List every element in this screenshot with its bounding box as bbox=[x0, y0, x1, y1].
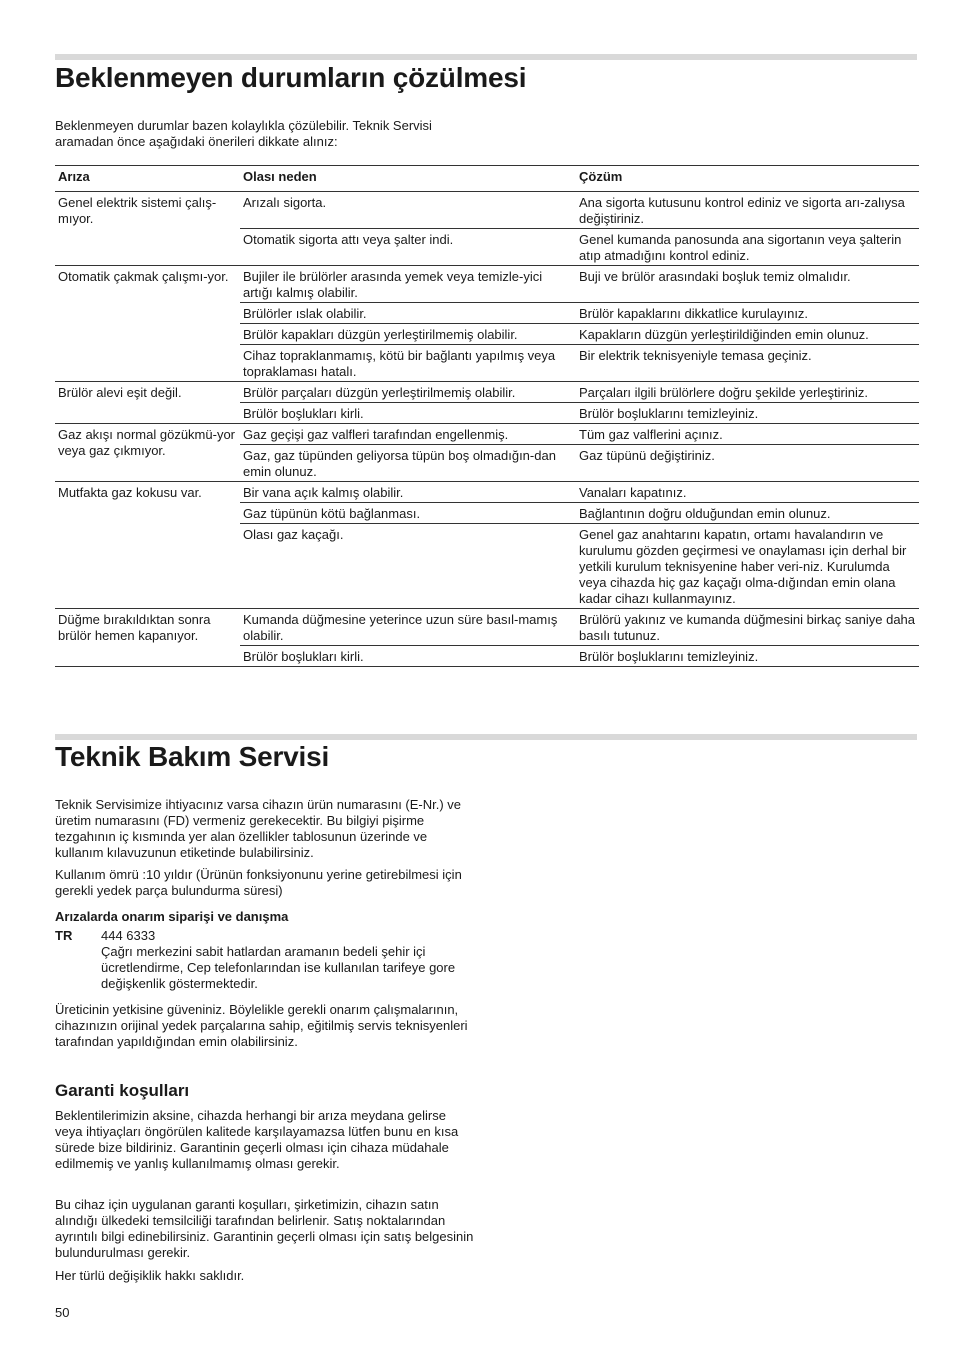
solution-cell: Bağlantının doğru olduğundan emin olunuz. bbox=[576, 503, 919, 524]
table-body bbox=[55, 192, 919, 667]
warranty-para-2: Bu cihaz için uygulanan garanti koşulları, şirketimizin, cihazın satın alındığı ülkedeki temsilciliği tarafından belirlenir. Satış noktalarından ayrıntılı bilgi edinebilirsiniz. Garantinin geçerli olması için satış belgesinin bulundurulması gerekir. bbox=[55, 1197, 474, 1260]
cause-cell: Bir vana açık kalmış olabilir. bbox=[240, 482, 576, 503]
section-rule-service bbox=[55, 734, 917, 740]
fault-cell: Genel elektrik sistemi çalış-mıyor. bbox=[55, 192, 240, 266]
cause-cell: Gaz, gaz tüpünden geliyorsa tüpün boş olmadığın-dan emin olunuz. bbox=[240, 445, 576, 482]
table-row bbox=[55, 192, 919, 229]
cause-cell: Brülör parçaları düzgün yerleştirilmemiş olabilir. bbox=[240, 382, 576, 403]
service-phone-note: Çağrı merkezini sabit hatlardan aramanın bedeli şehir içi ücretlendirme, Cep telefonlarından ise kullanılan tarifeye gore değişkenlik göstermektedir. bbox=[101, 944, 456, 991]
cause-cell: Gaz tüpünün kötü bağlanması. bbox=[240, 503, 576, 524]
solution-cell: Tüm gaz valflerini açınız. bbox=[576, 424, 919, 445]
service-para-3: Üreticinin yetkisine güveniniz. Böylelikle gerekli onarım çalışmalarının, cihazınızın orijinal yedek parçalarına sahip, eğitilmiş servis teknisyenleri tarafından yapıldığından emin olabilirsiniz. bbox=[55, 1002, 468, 1049]
header-fault: Arıza bbox=[55, 166, 240, 192]
fault-cell: Mutfakta gaz kokusu var. bbox=[55, 482, 240, 609]
cause-cell: Brülörler ıslak olabilir. bbox=[240, 303, 576, 324]
solution-cell: Brülör kapaklarını dikkatlice kurulayınız. bbox=[576, 303, 919, 324]
fault-cell: Otomatik çakmak çalışmı-yor. bbox=[55, 266, 240, 382]
table-row bbox=[55, 266, 919, 303]
section-title-warranty: Garanti koşulları bbox=[55, 1081, 190, 1100]
fault-cell: Brülör alevi eşit değil. bbox=[55, 382, 240, 424]
cause-cell: Cihaz topraklanmamış, kötü bir bağlantı yapılmış veya topraklaması hatalı. bbox=[240, 345, 576, 382]
section-title-service: Teknik Bakım Servisi bbox=[55, 741, 330, 772]
troubleshooting-table bbox=[55, 165, 919, 667]
service-phone-number: 444 6333 bbox=[101, 928, 156, 943]
solution-cell: Gaz tüpünü değiştiriniz. bbox=[576, 445, 919, 482]
service-subheading: Arızalarda onarım siparişi ve danışma bbox=[55, 909, 289, 924]
country-code: TR bbox=[55, 928, 73, 943]
table-row bbox=[55, 382, 919, 403]
table-row bbox=[55, 482, 919, 503]
solution-cell: Parçaları ilgili brülörlere doğru şekilde yerleştiriniz. bbox=[576, 382, 919, 403]
solution-cell: Bir elektrik teknisyeniyle temasa geçiniz. bbox=[576, 345, 919, 382]
section-title-troubleshooting: Beklenmeyen durumların çözülmesi bbox=[55, 62, 527, 93]
table-header-row bbox=[55, 166, 919, 192]
solution-cell: Genel kumanda panosunda ana sigortanın veya şalterin atıp atmadığını kontrol ediniz. bbox=[576, 229, 919, 266]
cause-cell: Gaz geçişi gaz valfleri tarafından engellenmiş. bbox=[240, 424, 576, 445]
solution-cell: Ana sigorta kutusunu kontrol ediniz ve sigorta arı-zalıysa değiştiriniz. bbox=[576, 192, 919, 229]
solution-cell: Brülör boşluklarını temizleyiniz. bbox=[576, 403, 919, 424]
fault-cell: Gaz akışı normal gözükmü-yor veya gaz çıkmıyor. bbox=[55, 424, 240, 482]
cause-cell: Brülör boşlukları kirli. bbox=[240, 646, 576, 667]
solution-cell: Vanaları kapatınız. bbox=[576, 482, 919, 503]
cause-cell: Bujiler ile brülörler arasında yemek veya temizle-yici artığı kalmış olabilir. bbox=[240, 266, 576, 303]
solution-cell: Brülör boşluklarını temizleyiniz. bbox=[576, 646, 919, 667]
warranty-para-3: Her türlü değişiklik hakkı saklıdır. bbox=[55, 1268, 245, 1283]
solution-cell: Genel gaz anahtarını kapatın, ortamı havalandırın ve kurulumu gözden geçirmesi ve onaylaması için derhal bir yetkili kurulum teknisyenine haber veri-niz. Kurulumda veya cihazda hiç gaz kaçağı olma-dığından emin olana kadar cihazı kullanmayınız. bbox=[576, 524, 919, 609]
service-para-1: Teknik Servisimize ihtiyacınız varsa cihazın ürün numarasını (E-Nr.) ve üretim numarasını (FD) vermeniz gerekecektir. Bu bilgiyi pişirme tezgahının iç kısmında yer alan özellikler tablosunun üzerinde ve kullanım kılavuzunun etiketinde bulabilirsiniz. bbox=[55, 797, 462, 860]
solution-cell: Brülörü yakınız ve kumanda düğmesini birkaç saniye daha basılı tutunuz. bbox=[576, 609, 919, 646]
section-rule-top bbox=[55, 54, 917, 60]
page-number: 50 bbox=[55, 1305, 70, 1320]
service-phone-block bbox=[101, 928, 481, 992]
warranty-para-1: Beklentilerimizin aksine, cihazda herhangi bir arıza meydana gelirse veya ihtiyaçları öngörülen kalitede karşılayamazsa lütfen bunu en kısa sürede bize bildiriniz. Garantinin geçerli olması için cihaza müdahale edilmemiş ve yanlış kullanılmamış olması gerekir. bbox=[55, 1108, 459, 1171]
troubleshooting-intro: Beklenmeyen durumlar bazen kolaylıkla çözülebilir. Teknik Servisi aramadan önce aşağıdaki önerileri dikkate alınız: bbox=[55, 118, 432, 149]
solution-cell: Kapakların düzgün yerleştirildiğinden emin olunuz. bbox=[576, 324, 919, 345]
solution-cell: Buji ve brülör arasındaki boşluk temiz olmalıdır. bbox=[576, 266, 919, 303]
header-cause: Olası neden bbox=[240, 166, 576, 192]
service-para-2: Kullanım ömrü :10 yıldır (Ürünün fonksiyonunu yerine getirebilmesi için gerekli yedek parça bulundurma süresi) bbox=[55, 867, 462, 898]
table-row bbox=[55, 609, 919, 646]
cause-cell: Kumanda düğmesine yeterince uzun süre basıl-mamış olabilir. bbox=[240, 609, 576, 646]
cause-cell: Olası gaz kaçağı. bbox=[240, 524, 576, 609]
cause-cell: Arızalı sigorta. bbox=[240, 192, 576, 229]
cause-cell: Otomatik sigorta attı veya şalter indi. bbox=[240, 229, 576, 266]
cause-cell: Brülör boşlukları kirli. bbox=[240, 403, 576, 424]
fault-cell: Düğme bırakıldıktan sonra brülör hemen kapanıyor. bbox=[55, 609, 240, 667]
header-solution: Çözüm bbox=[576, 166, 919, 192]
table-row bbox=[55, 424, 919, 445]
cause-cell: Brülör kapakları düzgün yerleştirilmemiş olabilir. bbox=[240, 324, 576, 345]
